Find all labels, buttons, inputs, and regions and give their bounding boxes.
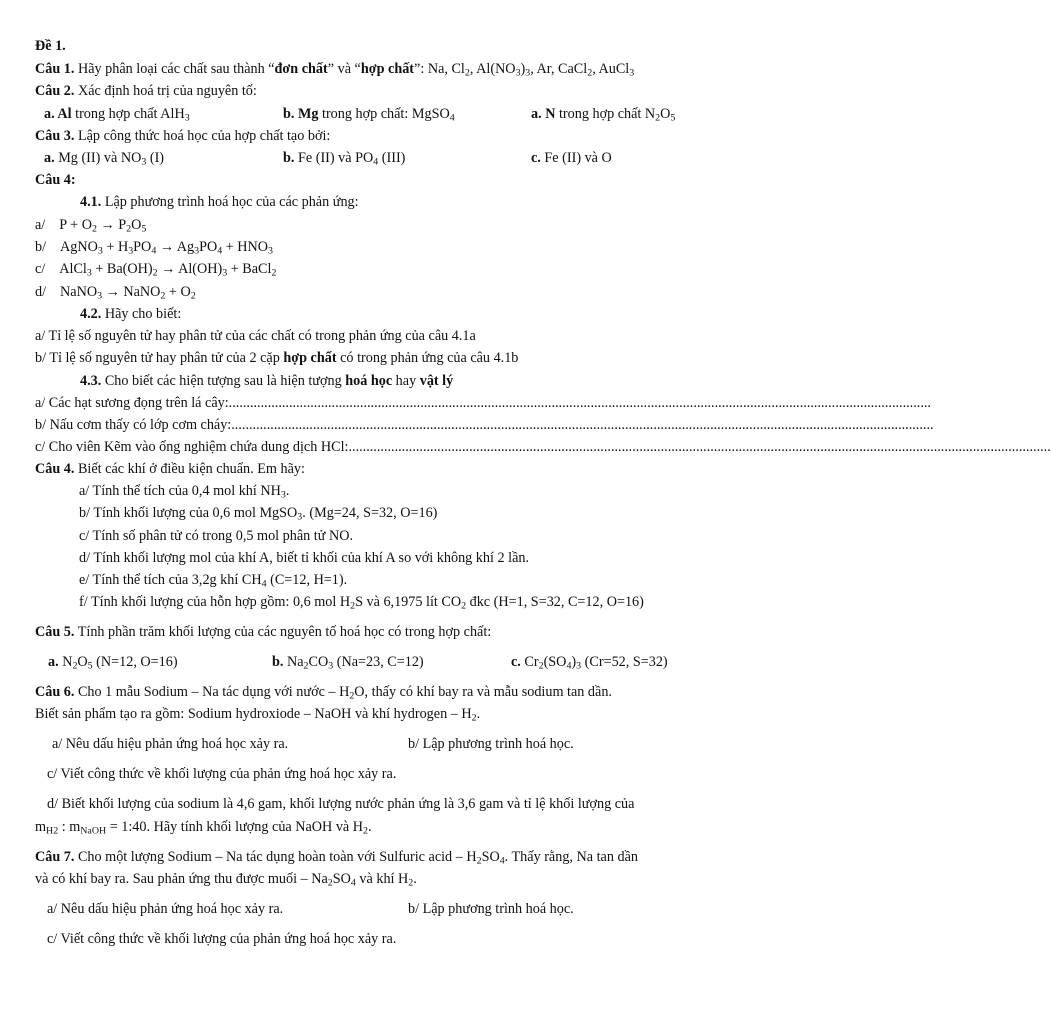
question-5-option-b: b. $Na_2CO_3$ (Na=23, C=12) [272,654,424,672]
answer-blank: ...................................................................................................................................................................................................... [231,417,934,433]
question-2-option-a: a. Al trong hợp chất AlH$_3$ [44,106,190,124]
question-4b: Câu 4. Biết các khí ở điều kiện chuẩn. Em hãy: [35,461,305,477]
subsection-4-1: 4.1. Lập phương trình hoá học của các phản ứng: [80,194,359,210]
subsection-4-3: 4.3. Cho biết các hiện tượng sau là hiện tượng hoá học hay vật lý [80,373,454,389]
question-3-option-b: b. Fe (II) và $PO_4$ (III) [283,150,406,168]
question-2-option-b: b. Mg trong hợp chất: MgSO$_4$ [283,106,455,124]
question-1: Câu 1. Hãy phân loại các chất sau thành “đơn chất” và “hợp chất”: Na, $Cl_2$, $Al(NO_3)_3$, Ar, CaCl$_2$, AuCl$_3$ [35,61,635,79]
question-4b-b: b/ Tính khối lượng của 0,6 mol MgSO$_3$. (Mg=24, S=32, O=16) [79,505,438,523]
question-4b-a: a/ Tính thể tích của 0,4 mol khí $NH_3$. [79,483,290,501]
worksheet-title: Đề 1. [35,38,66,54]
question-6-d: d/ Biết khối lượng của sodium là 4,6 gam, khối lượng nước phản ứng là 3,6 gam và tỉ lệ khối lượng của [47,796,635,812]
question-5-option-c: c. $Cr_2(SO_4)_3$ (Cr=52, S=32) [511,654,668,672]
question-6-line-2: Biết sản phẩm tạo ra gồm: Sodium hydroxiode – NaOH và khí hydrogen – $H_2$. [35,706,481,724]
question-4-3-a: a/ Các hạt sương đọng trên lá cây:...................................................................................................................................................................................................... [35,395,931,411]
question-4-2-a: a/ Tỉ lệ số nguyên tử hay phân tử của các chất có trong phản ứng của câu 4.1a [35,328,476,344]
question-3-option-c: c. Fe (II) và O [531,150,612,166]
question-6-a: a/ Nêu dấu hiệu phản ứng hoá học xảy ra. [52,736,289,752]
question-4-3-c: c/ Cho viên Kẽm vào ống nghiệm chứa dung dịch HCl:...................................................................................................................................................................................................... [35,439,1051,455]
reaction-d: d/ NaNO$_3$ → NaNO$_2$ + $O_2$ [35,284,196,302]
answer-blank: ...................................................................................................................................................................................................... [348,439,1051,455]
question-4-heading: Câu 4: [35,172,76,188]
reaction-a: a/ $P + O_2 \to P_2O_5$ [35,217,147,235]
reaction-c: c/ AlCl$_3$ + $Ba(OH)_2 \to Al(OH)_3$ + BaCl$_2$ [35,261,277,279]
answer-blank: ...................................................................................................................................................................................................... [228,395,931,411]
reaction-b: b/ AgNO$_3$ + $H_3PO_4 \to Ag_3PO_4 + HNO_3$ [35,239,274,257]
question-4b-d: d/ Tính khối lượng mol của khí A, biết tỉ khối của khí A so với không khí 2 lần. [79,550,530,566]
question-6-c: c/ Viết công thức về khối lượng của phản ứng hoá học xảy ra. [47,766,397,782]
question-7-line-2: và có khí bay ra. Sau phản ứng thu được muối – $Na_2SO_4$ và khí $H_2$. [35,871,417,889]
question-6-b: b/ Lập phương trình hoá học. [408,736,574,752]
question-7-b: b/ Lập phương trình hoá học. [408,901,574,917]
question-4b-e: e/ Tính thể tích của 3,2g khí $CH_4$ (C=12, H=1). [79,572,348,590]
question-4-2-b: b/ Tỉ lệ số nguyên tử hay phân tử của 2 cặp hợp chất có trong phản ứng của câu 4.1b [35,350,519,366]
question-6-d-line-2: $m_{H2}$ : $m_{NaOH}$ = 1:40. Hãy tính khối lượng của NaOH và $H_2$. [35,819,372,837]
question-7: Câu 7. Cho một lượng Sodium – Na tác dụng hoàn toàn với Sulfuric acid – $H_2SO_4$. Thấy rằng, Na tan dần [35,849,638,867]
question-3: Câu 3. Lập công thức hoá học của hợp chất tạo bởi: [35,128,331,144]
question-4-3-b: b/ Nấu cơm thấy có lớp cơm cháy:...................................................................................................................................................................................................... [35,417,934,433]
question-5: Câu 5. Tính phần trăm khối lượng của các nguyên tố hoá học có trong hợp chất: [35,624,492,640]
question-5-option-a: a. $N_2O_5$ (N=12, O=16) [48,654,178,672]
question-3-option-a: a. Mg (II) và $NO_3$ (I) [44,150,165,168]
subsection-4-2: 4.2. Hãy cho biết: [80,306,182,322]
question-4b-c: c/ Tính số phân tử có trong 0,5 mol phân tử NO. [79,528,354,544]
question-2: Câu 2. Xác định hoá trị của nguyên tố: [35,83,257,99]
question-7-c: c/ Viết công thức về khối lượng của phản ứng hoá học xảy ra. [47,931,397,947]
question-6: Câu 6. Cho 1 mẫu Sodium – Na tác dụng với nước – $H_2O$, thấy có khí bay ra và mẫu sodium tan dần. [35,684,612,702]
question-2-option-c: a. N trong hợp chất $N_2O_5$ [531,106,676,124]
question-4b-f: f/ Tính khối lượng của hỗn hợp gồm: 0,6 mol $H_2S$ và 6,1975 lít $CO_2$ đkc (H=1, S=32, C=12, O=16) [79,594,644,612]
question-7-a: a/ Nêu dấu hiệu phản ứng hoá học xảy ra. [47,901,284,917]
